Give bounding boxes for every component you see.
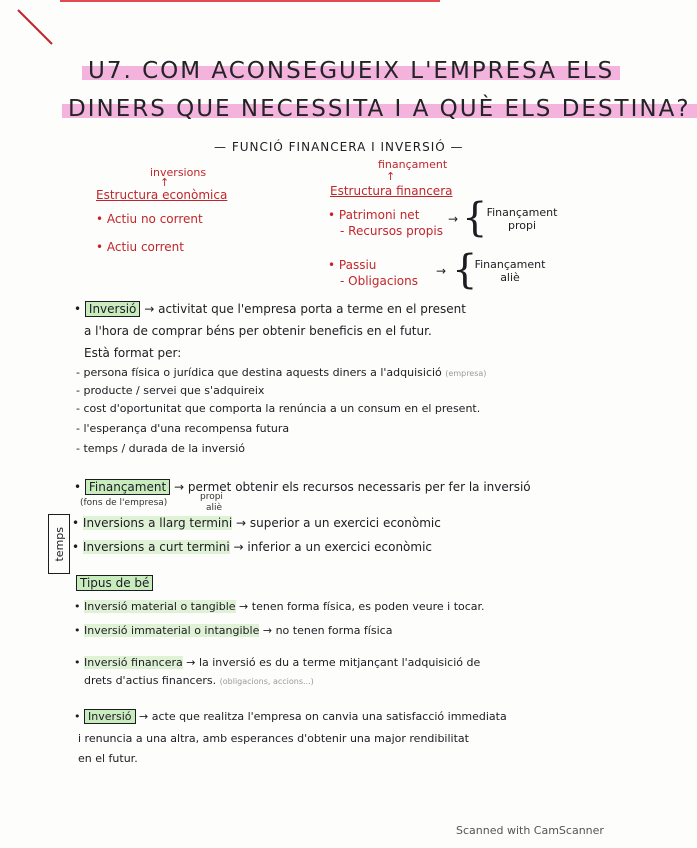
- top-red-line: [60, 0, 440, 2]
- consum-row: • Inversió → acte que realitza l'empresa on canvia una satisfacció immediata: [74, 710, 507, 723]
- financament-row: • Finançament → permet obtenir els recursos necessaris per fer la inversió: [74, 480, 531, 494]
- inversio-formed: Està format per:: [84, 346, 182, 360]
- scanner-footer: Scanned with CamScanner: [456, 824, 604, 837]
- pen-mark: [0, 0, 70, 60]
- inversio-row: • Inversió → activitat que l'empresa porta a terme en el present: [74, 302, 466, 316]
- consum-label: Inversió: [84, 709, 136, 724]
- tipus-item-2: • Inversió immaterial o intangible → no tenen forma física: [74, 624, 393, 637]
- financament-propi: propi: [200, 492, 223, 502]
- tipus-label: Tipus de bé: [76, 576, 153, 590]
- temps-item-2: • Inversions a curt termini → inferior a un exercici econòmic: [72, 540, 433, 554]
- inversio-list-4: - l'esperança d'una recompensa futura: [76, 422, 290, 435]
- page-title-line2: DINERS QUE NECESSITA I A QUÈ ELS DESTINA?: [62, 96, 697, 122]
- inversio-def2: a l'hora de comprar béns per obtenir beneficis en el futur.: [84, 324, 432, 338]
- brace-label-alie: Finançament aliè: [474, 258, 546, 284]
- right-item-1: • Patrimoni net: [328, 208, 420, 222]
- inversio-label: Inversió: [85, 301, 141, 317]
- up-arrow-icon: ↑: [160, 176, 170, 189]
- right-item-3: • Passiu: [328, 258, 377, 272]
- tipus-item-3: • Inversió financera → la inversió es du a terme mitjançant l'adquisició de: [74, 656, 481, 669]
- consum-line3: en el futur.: [78, 752, 138, 765]
- arrow-icon: →: [239, 600, 249, 613]
- brace-icon: {: [452, 247, 478, 293]
- right-above-label: finançament: [378, 158, 448, 171]
- right-item-4: - Obligacions: [340, 274, 418, 288]
- arrow-icon: →: [144, 302, 155, 316]
- tipus-item-1: • Inversió material o tangible → tenen forma física, es poden veure i tocar.: [74, 600, 485, 613]
- tipus-item-3-cont: drets d'actius financers. (obligacions, accions...): [84, 674, 314, 687]
- left-above-label: inversions: [150, 166, 207, 179]
- right-item-2: - Recursos propis: [340, 224, 443, 238]
- brace-label-propi: Finançament propi: [486, 206, 558, 232]
- page-title-line1: U7. COM ACONSEGUEIX L'EMPRESA ELS: [82, 58, 620, 84]
- left-heading: Estructura econòmica: [96, 188, 228, 202]
- brace-icon: {: [462, 195, 488, 241]
- arrow-icon: →: [174, 480, 185, 494]
- left-item-1: • Actiu no corrent: [96, 212, 203, 226]
- arrow-icon: →: [186, 656, 196, 669]
- temps-box: temps: [48, 514, 70, 574]
- inversio-def1: activitat que l'empresa porta a terme en el present: [158, 302, 466, 316]
- inversio-list-2: - producte / servei que s'adquireix: [76, 384, 265, 397]
- left-item-2: • Actiu corrent: [96, 240, 184, 254]
- arrow-icon: →: [262, 624, 273, 637]
- financament-def: permet obtenir els recursos necessaris per fer la inversió: [187, 480, 531, 494]
- inversio-list-3: - cost d'oportunitat que comporta la renúncia a un consum en el present.: [76, 402, 481, 415]
- temps-item-1: • Inversions a llarg termini → superior a un exercici econòmic: [72, 516, 441, 530]
- arrow-icon: →: [436, 264, 447, 278]
- consum-line2: i renuncia a una altra, amb esperances d'obtenir una major rendibilitat: [78, 732, 469, 745]
- right-heading: Estructura financera: [330, 184, 453, 198]
- inversio-list-5: - temps / durada de la inversió: [76, 442, 245, 455]
- inversio-list-1: - persona física o jurídica que destina aquests diners a l'adquisició (empresa): [76, 366, 487, 379]
- financament-paren: (fons de l'empresa): [80, 498, 168, 508]
- arrow-icon: →: [139, 710, 149, 723]
- subtitle: — FUNCIÓ FINANCERA I INVERSIÓ —: [214, 140, 464, 154]
- arrow-icon: →: [448, 212, 459, 226]
- up-arrow-icon: ↑: [386, 170, 396, 183]
- arrow-icon: →: [233, 540, 244, 554]
- financament-alie: aliè: [206, 503, 223, 513]
- arrow-icon: →: [236, 516, 247, 530]
- financament-label: Finançament: [85, 479, 170, 495]
